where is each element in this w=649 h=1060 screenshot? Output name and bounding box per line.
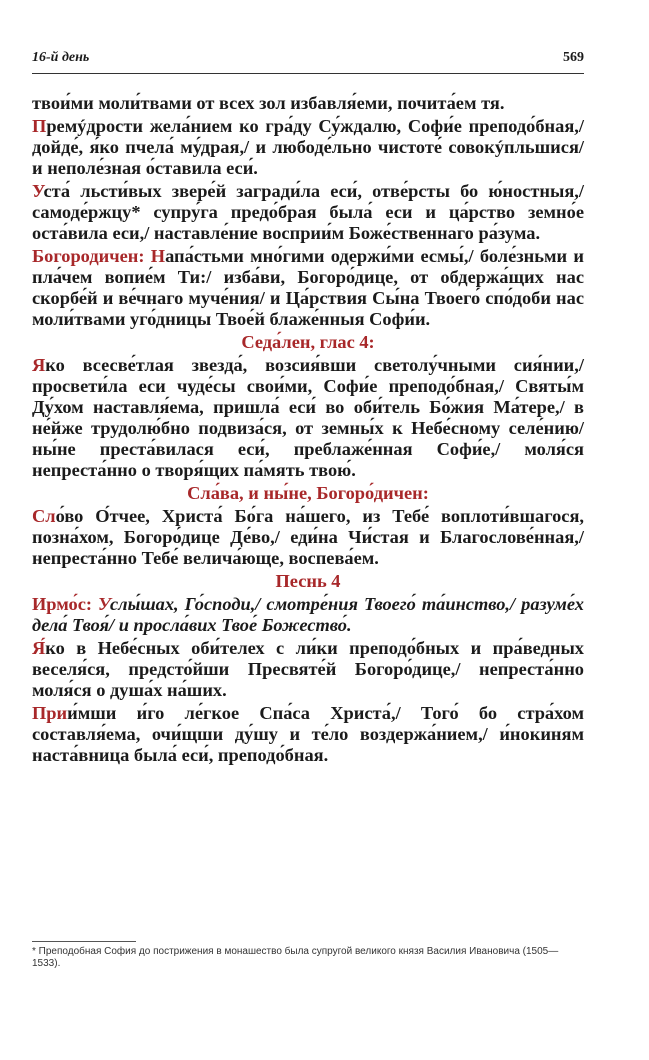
paragraph-text: ста́ льсти́вых звере́й загради́ла еси́, отве́рсты бо ю́ностныя,/ самоде́ржцу* супру́га предо́брая была́ еси и ца́рство земно́е оста́вила еси,/ наставле́ние восприи́м Боже́ственнаго ра́зума.	[32, 181, 584, 243]
drop-initial: П	[32, 116, 47, 136]
drop-initial: Я	[32, 638, 46, 658]
drop-initial: Я	[32, 355, 46, 375]
footnote-rule	[32, 941, 136, 942]
header-rule	[32, 73, 584, 74]
paragraph-text: ко всесве́тлая звезда́, возсия́вши светолу́чными сия́нии,/ просвети́ла еси чуде́сы свои́ми, Софи́е преподо́бная,/ Святы́м Ду́хом наставля́ема, пришла́ еси́ во оби́тель Бо́жия Ма́тере,/ в не́йже трудолю́бно подвиза́ся, от земны́х к Небе́сному селе́нию/ ны́не преста́вилася еси́, преблаже́нная Софи́е,/ моля́ся непреста́нно о творя́щих па́мять твою́.	[32, 355, 584, 480]
paragraph-0	[32, 93, 584, 114]
paragraph-text: апа́стьми мно́гими одержи́ми есмы́,/ боле́зньми и пла́чем вопие́м Ти:/ изба́ви, Богоро́дице, от обдержа́щих нас скорбе́й и ве́чнаго муче́ния/ и Ца́рствия Сы́на Твоего́ спо́доби нас моли́твами уго́дницы Твое́й блаже́нныя Софи́и.	[32, 246, 584, 329]
drop-initial: Н	[150, 246, 166, 266]
slava-heading: Сла́ва, и ны́не, Богоро́дичен:	[187, 483, 429, 503]
slava-paragraph	[32, 506, 584, 569]
sedalen-heading: Седа́лен, глас 4:	[241, 332, 375, 352]
drop-initial: При	[32, 703, 68, 723]
paragraph-text: и́мши и́го ле́гкое Спа́са Христа́,/ Того́ бо стра́хом составля́ема, очи́щши ду́шу и те́ло воздержа́нием,/ и́нокиням наста́вница была́ еси́, преподо́бная.	[32, 703, 584, 765]
sedalen-paragraph	[32, 355, 584, 481]
paragraph-1	[32, 116, 584, 179]
paragraph-2	[32, 181, 584, 244]
paragraph-text: ́ко в Небе́сных оби́телех с ли́ки преподо́бных и пра́ведных веселя́ся, предсто́йши Пресвяте́й Богоро́дице,/ непреста́нно моля́ся о душа́х на́ших.	[32, 638, 584, 700]
paragraph-text: ремýдрости жела́нием ко гра́ду Су́ждалю, Софи́е преподо́бная,/ дойде́, я́ко пчела́ му́драя,/ и любоде́льно чистоте́ совокýпльшися/ и неполе́зная о́ставила еси́.	[32, 116, 584, 178]
pesn-heading: Песнь 4	[275, 571, 341, 591]
irmos-paragraph	[32, 594, 584, 636]
paragraph-text: о́во О́тчее, Христа́ Бо́га на́шего, из Тебе́ воплоти́вшагося, позна́хом, Богоро́дице Де́во,/ еди́на Чи́стая и Благослове́нная,/ непреста́нно Тебе́ велича́юще, воспева́ем.	[32, 506, 584, 568]
paragraph-text: твои́ми моли́твами от всех зол избавля́еми, почита́ем тя.	[32, 93, 505, 113]
running-header	[32, 50, 584, 70]
page-number: 569	[563, 50, 584, 65]
drop-initial: У	[98, 594, 110, 614]
paragraph-3	[32, 246, 584, 330]
running-header-day: 16-й день	[32, 50, 90, 65]
closing-paragraph-1	[32, 703, 584, 766]
page-body	[32, 93, 584, 768]
footnote: * Преподобная София до пострижения в монашество была супругой великого князя Василия Ивановича (1505—1533).	[32, 946, 559, 969]
drop-initial: Сл	[32, 506, 56, 526]
rubric-label: Богородичен:	[32, 246, 151, 266]
drop-initial: У	[32, 181, 44, 201]
irmos-text: слы́шах, Го́споди,/ смотре́ния Твоего́ та́инство,/ разуме́х дела́ Твоя́/ и просла́вих Твое́ Божество́.	[32, 594, 584, 635]
closing-paragraph-0	[32, 638, 584, 701]
irmos-label: Ирмо́с:	[32, 594, 99, 614]
